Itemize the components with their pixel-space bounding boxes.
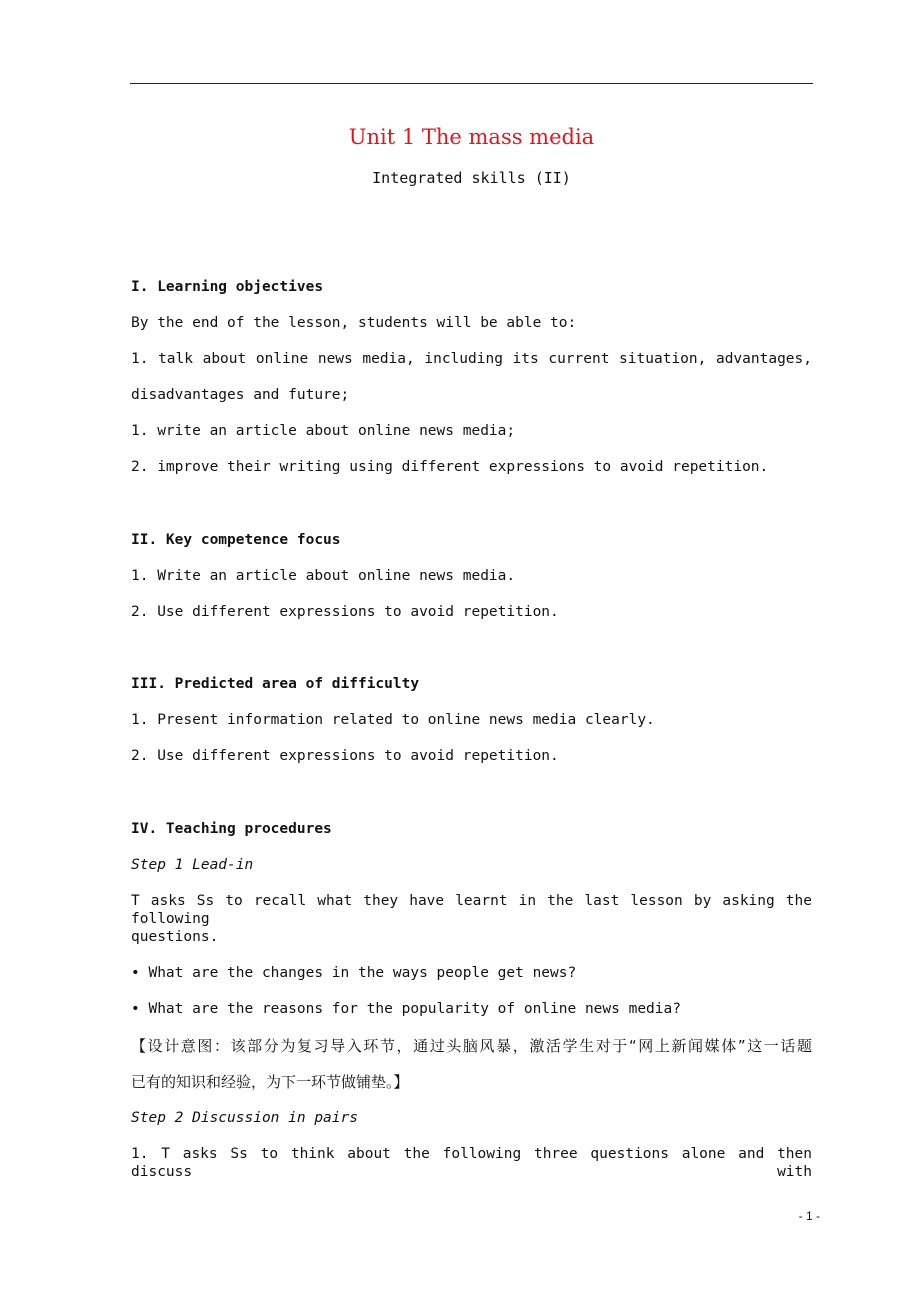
step-2-line-1: 1. T asks Ss to think about the following three questions alone and then discuss with [131,1146,812,1180]
page-subtitle: Integrated skills (II) [372,169,571,187]
section-heading-competence: II. Key competence focus [131,532,341,548]
section-heading-procedures: IV. Teaching procedures [131,821,332,837]
objectives-intro: By the end of the lesson, students will be able to: [131,315,577,331]
difficulty-item-1: 1. Present information related to online news media clearly. [131,712,655,728]
objectives-item-3: 2. improve their writing using different expressions to avoid repetition. [131,459,769,475]
design-intent-line-1: 【设计意图：该部分为复习导入环节，通过头脑风暴，激活学生对于“网上新闻媒体”这一话题 [131,1037,812,1055]
competence-item-2: 2. Use different expressions to avoid repetition. [131,604,559,620]
difficulty-item-2: 2. Use different expressions to avoid repetition. [131,748,559,764]
step-2-title: Step 2 Discussion in pairs [131,1110,358,1126]
step-1-line-1: T asks Ss to recall what they have learnt in the last lesson by asking the following [131,893,812,927]
design-intent-line-2: 已有的知识和经验，为下一环节做铺垫。】 [131,1073,409,1091]
section-heading-difficulty: III. Predicted area of difficulty [131,676,420,692]
objectives-item-1-line-1: 1. talk about online news media, including its current situation, advantages, [131,351,812,367]
section-heading-objectives: I. Learning objectives [131,279,324,295]
objectives-item-1-line-2: disadvantages and future; [131,387,350,403]
objectives-item-2: 1. write an article about online news media; [131,423,516,439]
step-1-title: Step 1 Lead-in [131,857,254,873]
step-1-line-2: questions. [131,929,219,945]
bullet-question-1: • What are the changes in the ways people get news? [131,965,577,981]
competence-item-1: 1. Write an article about online news media. [131,568,516,584]
header-rule [130,83,813,84]
page-number: - 1 - [798,1209,820,1223]
bullet-question-2: • What are the reasons for the popularity of online news media? [131,1001,681,1017]
page-title: Unit 1 The mass media [348,125,595,149]
